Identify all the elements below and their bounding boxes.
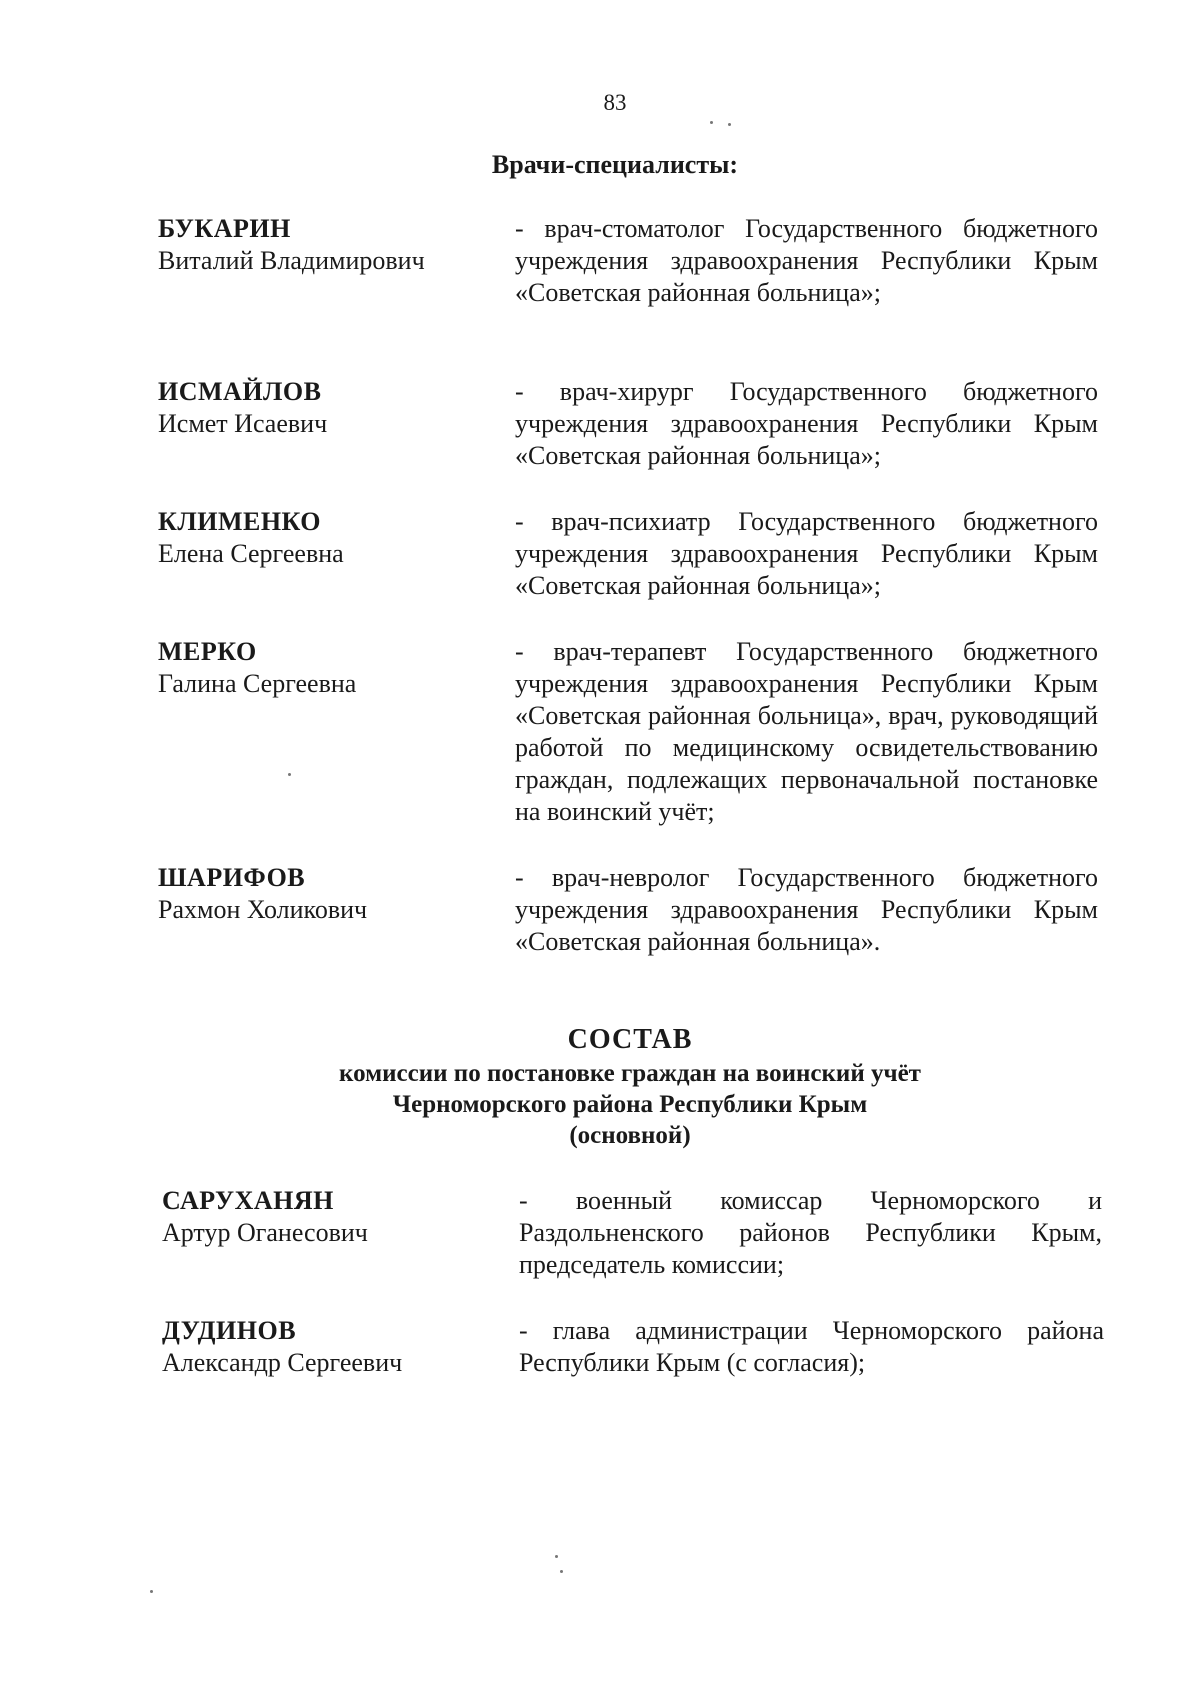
- person: [158, 376, 515, 472]
- scan-speck: [555, 1555, 558, 1558]
- person-role: - глава администрации Черноморского района Республики Крым (с согласия);: [519, 1316, 1104, 1377]
- person-role: - врач-невролог Государственного бюджетного учреждения здравоохранения Республики Крым «Советская районная больница».: [515, 863, 1098, 956]
- section-title: Врачи-специалисты:: [491, 150, 739, 179]
- doctor-entry: [158, 213, 1098, 309]
- scan-speck: [288, 773, 291, 776]
- person-name: Александр Сергеевич: [162, 1348, 403, 1377]
- person: [162, 1315, 519, 1379]
- composition-subtitle-2: Черноморского района Республики Крым: [392, 1091, 868, 1118]
- scan-speck: [728, 123, 731, 126]
- person-surname: КЛИМЕНКО: [158, 507, 321, 536]
- person-name: Галина Сергеевна: [158, 669, 357, 698]
- person-name: Елена Сергеевна: [158, 539, 344, 568]
- person-role: - врач-терапевт Государственного бюджетного учреждения здравоохранения Республики Крым «Советская районная больница», врач, руководящий работой по медицинскому освидетельствованию граждан, подлежащих первоначальной постановке на воинский учёт;: [515, 637, 1098, 826]
- person-name: Артур Оганесович: [162, 1218, 368, 1247]
- page-number: 83: [603, 90, 627, 115]
- person: [158, 213, 515, 309]
- person: [158, 636, 515, 828]
- composition-heading: [0, 1022, 1200, 1151]
- person-role: - врач-хирург Государственного бюджетного учреждения здравоохранения Республики Крым «Советская районная больница»;: [515, 377, 1098, 470]
- person-surname: САРУХАНЯН: [162, 1186, 334, 1215]
- person-name: Рахмон Холикович: [158, 895, 368, 924]
- person-surname: МЕРКО: [158, 637, 257, 666]
- member-entry: [162, 1315, 1104, 1379]
- person: [162, 1185, 519, 1281]
- person: [158, 506, 515, 602]
- member-entry: [162, 1185, 1102, 1281]
- person-surname: БУКАРИН: [158, 214, 291, 243]
- composition-subtitle-3: (основной): [569, 1122, 691, 1149]
- doctor-entry: [158, 636, 1098, 828]
- person-surname: ИСМАЙЛОВ: [158, 377, 322, 406]
- doctor-entry: [158, 862, 1098, 958]
- scan-speck: [150, 1590, 153, 1593]
- composition-subtitle-1: комиссии по постановке граждан на воинский учёт: [339, 1060, 921, 1087]
- person-name: Виталий Владимирович: [158, 246, 425, 275]
- scan-speck: [710, 121, 713, 124]
- person-role: - врач-стоматолог Государственного бюджетного учреждения здравоохранения Республики Крым «Советская районная больница»;: [515, 214, 1098, 307]
- person-name: Исмет Исаевич: [158, 409, 328, 438]
- person-role: - врач-психиатр Государственного бюджетного учреждения здравоохранения Республики Крым «Советская районная больница»;: [515, 507, 1098, 600]
- scan-speck: [560, 1570, 563, 1573]
- doctor-entry: [158, 506, 1098, 602]
- person-surname: ШАРИФОВ: [158, 863, 306, 892]
- person-surname: ДУДИНОВ: [162, 1316, 297, 1345]
- person: [158, 862, 515, 958]
- composition-title: СОСТАВ: [567, 1024, 693, 1055]
- doctor-entry: [158, 376, 1098, 472]
- person-role: - военный комиссар Черноморского и Раздольненского районов Республики Крым, председатель комиссии;: [519, 1186, 1102, 1279]
